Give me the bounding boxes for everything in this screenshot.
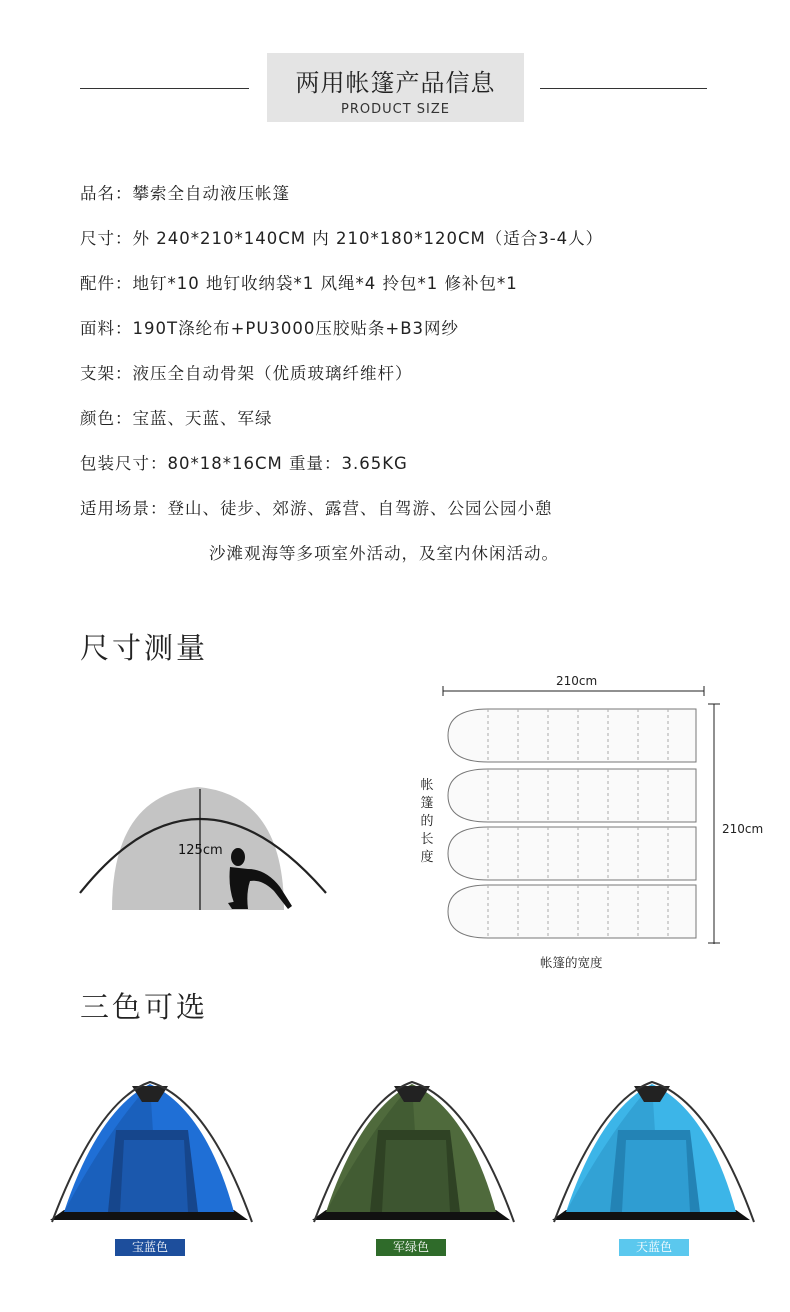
sleeping-layout-diagram: [438, 682, 723, 944]
spec-name: 品名：攀索全自动液压帐篷: [80, 184, 290, 203]
height-label: 125cm: [178, 843, 223, 858]
tent-sky-blue: [540, 1080, 762, 1228]
header-rule-right: [540, 88, 707, 89]
spec-frame: 支架：液压全自动骨架（优质玻璃纤维杆）: [80, 364, 413, 383]
sleeping-bag: [448, 827, 696, 880]
sleeping-bag: [448, 885, 696, 938]
side-length-label: [418, 777, 436, 867]
spec-fabric: 面料：190T涤纶布+PU3000压胶贴条+B3网纱: [80, 319, 460, 338]
colors-heading: 三色可选: [80, 990, 209, 1024]
spec-usage: 适用场景：登山、徒步、郊游、露营、自驾游、公园公园小憩: [80, 499, 553, 518]
sleeping-bag: [448, 709, 696, 762]
spec-usage-cont: 沙滩观海等多项室外活动，及室内休闲活动。: [209, 544, 559, 563]
page-title: 两用帐篷产品信息: [295, 69, 496, 97]
side-label-char: 帐: [420, 778, 434, 793]
side-label-char: 篷: [420, 796, 434, 811]
width-top-label: 210cm: [556, 674, 598, 688]
tent-army-green: [300, 1080, 522, 1228]
spec-colors: 颜色：宝蓝、天蓝、军绿: [80, 409, 273, 428]
spec-package: 包装尺寸：80*18*16CM 重量：3.65KG: [80, 454, 408, 473]
side-label-char: 度: [420, 850, 434, 865]
length-right-label: 210cm: [722, 822, 764, 836]
page-subtitle: PRODUCT SIZE: [341, 102, 450, 117]
title-box: [267, 53, 524, 122]
color-label: 天蓝色: [619, 1239, 689, 1256]
measure-heading: 尺寸测量: [80, 631, 209, 665]
tent-royal-blue: [38, 1080, 260, 1228]
sleeping-bag: [448, 769, 696, 822]
header-rule-left: [80, 88, 249, 89]
side-label-char: 的: [420, 814, 434, 829]
spec-size: 尺寸：外 240*210*140CM 内 210*180*120CM（适合3-4人）: [80, 229, 604, 248]
color-label: 军绿色: [376, 1239, 446, 1256]
spec-accessories: 配件：地钉*10 地钉收纳袋*1 风绳*4 拎包*1 修补包*1: [80, 274, 518, 293]
side-label-char: 长: [420, 832, 434, 847]
color-label: 宝蓝色: [115, 1239, 185, 1256]
bottom-width-label: 帐篷的宽度: [540, 955, 603, 970]
